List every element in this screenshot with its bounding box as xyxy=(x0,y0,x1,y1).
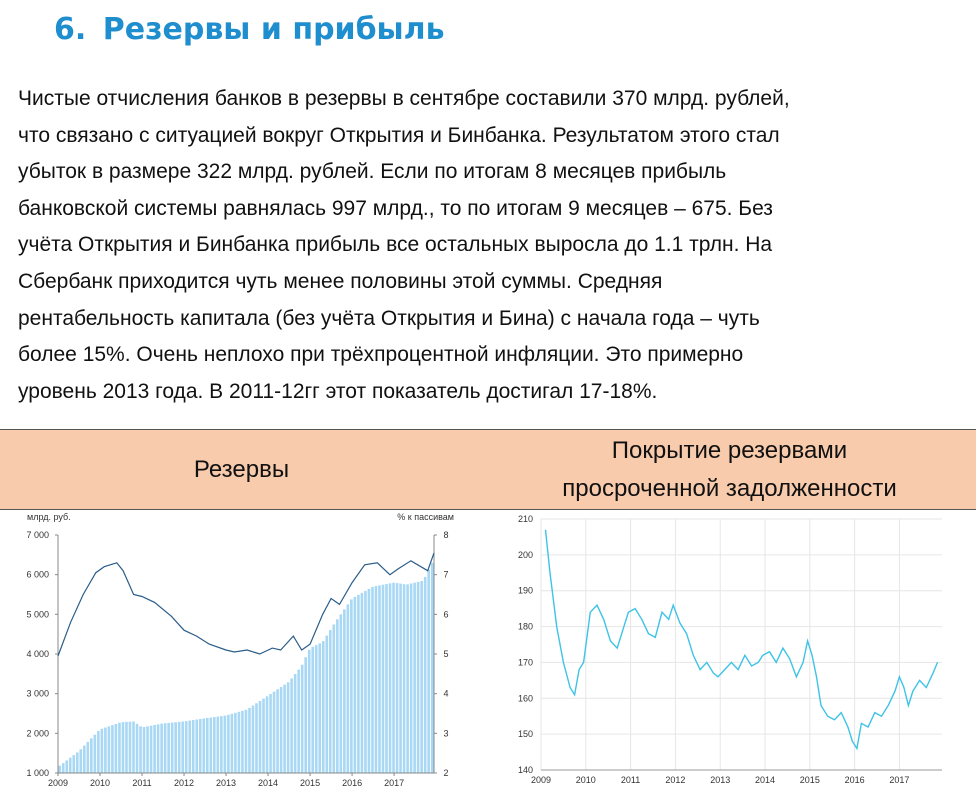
reserve-bar xyxy=(164,723,167,773)
reserve-bar xyxy=(94,735,97,773)
reserve-bar xyxy=(403,584,406,773)
y-tick-label: 190 xyxy=(517,585,533,596)
reserve-bar xyxy=(318,643,321,773)
section-number: 6. xyxy=(54,12,87,47)
reserve-bar xyxy=(375,586,378,773)
reserve-bar xyxy=(241,711,244,773)
reserve-bar xyxy=(396,583,399,773)
reserve-bar xyxy=(62,763,65,773)
y-tick-label: 200 xyxy=(517,549,533,560)
reserve-bar xyxy=(424,577,427,773)
x-tick-label: 2010 xyxy=(575,775,596,785)
reserve-bar xyxy=(206,718,209,773)
reserve-bar xyxy=(417,582,420,773)
reserve-bar xyxy=(104,728,107,773)
y-tick-label: 140 xyxy=(517,765,533,775)
reserve-bar xyxy=(234,713,237,773)
paragraph-line: Чистые отчисления банков в резервы в сентябре составили 370 млрд. рублей, xyxy=(18,87,790,110)
body-paragraph xyxy=(18,81,963,410)
reserve-bar xyxy=(389,583,392,773)
x-tick-label: 2016 xyxy=(844,775,865,785)
reserve-bar xyxy=(157,724,160,773)
reserve-bar xyxy=(259,701,262,773)
y-tick-label: 1 000 xyxy=(26,768,49,778)
x-tick-label: 2012 xyxy=(174,778,195,788)
reserve-bar xyxy=(420,581,423,773)
reserve-bar xyxy=(101,729,104,773)
reserve-bar xyxy=(406,584,409,773)
reserve-bar xyxy=(58,766,61,773)
reserve-bar xyxy=(69,758,72,773)
reserve-bar xyxy=(213,717,216,773)
reserve-bar xyxy=(311,647,314,773)
reserve-bar xyxy=(199,719,202,773)
reserve-bar xyxy=(273,692,276,773)
section-heading xyxy=(54,12,445,47)
reserve-bar xyxy=(322,641,325,773)
reserve-bar xyxy=(171,723,174,773)
reserve-bar xyxy=(308,650,311,773)
reserve-bar xyxy=(347,604,350,773)
y-tick-label: 210 xyxy=(517,514,533,524)
reserve-bar xyxy=(361,593,364,773)
header-cell-reserves xyxy=(0,430,483,509)
reserve-bar xyxy=(364,591,367,773)
reserve-bar xyxy=(118,723,121,773)
reserve-bar xyxy=(354,597,357,773)
reserve-bar xyxy=(368,589,371,773)
header-coverage-line1: Покрытие резервами xyxy=(611,436,848,464)
reserve-bar xyxy=(224,716,227,773)
reserve-bar xyxy=(297,670,300,773)
reserve-bar xyxy=(83,746,86,773)
reserve-bar xyxy=(269,694,272,773)
reserve-bar xyxy=(72,755,75,773)
paragraph-line: рентабельность капитала (без учёта Открытия и Бина) с начала года – чуть xyxy=(18,306,760,330)
section-title: Резервы и прибыль xyxy=(102,12,445,47)
header-cell-coverage xyxy=(483,430,976,509)
y-tick-label: 3 000 xyxy=(26,688,49,699)
x-tick-label: 2014 xyxy=(258,778,279,788)
reserve-bar xyxy=(332,625,335,773)
reserve-bar xyxy=(129,722,132,773)
table-header-row xyxy=(0,429,976,510)
reserve-bar xyxy=(192,720,195,773)
reserve-bar xyxy=(143,727,146,773)
reserve-bar xyxy=(115,724,118,773)
reserve-bar xyxy=(431,563,434,773)
reserve-bar xyxy=(76,752,79,773)
reserve-bar xyxy=(410,584,413,773)
y-tick-label: 5 000 xyxy=(26,609,49,620)
reserve-bar xyxy=(287,682,290,773)
reserve-bar xyxy=(181,722,184,773)
x-tick-label: 2011 xyxy=(132,778,152,788)
x-tick-label: 2013 xyxy=(216,778,237,788)
y2-tick-label: 5 xyxy=(443,649,449,659)
reserve-bar xyxy=(178,722,181,773)
reserve-bar xyxy=(245,710,248,773)
reserve-bar xyxy=(290,678,293,773)
reserve-bar xyxy=(87,742,90,773)
left-axis-unit-label: млрд. руб. xyxy=(27,512,71,522)
x-tick-label: 2016 xyxy=(342,778,363,788)
reserve-bar xyxy=(255,703,258,773)
reserve-bar xyxy=(283,685,286,773)
reserve-bar xyxy=(146,726,149,773)
reserve-bar xyxy=(392,583,395,773)
reserve-bar xyxy=(108,726,111,773)
reserve-bar xyxy=(304,657,307,773)
x-tick-label: 2010 xyxy=(89,778,111,788)
right-axis-unit-label: % к пассивам xyxy=(397,512,454,522)
paragraph-line: Сбербанк приходится чуть менее половины этой суммы. Средняя xyxy=(18,269,663,293)
reserve-bar xyxy=(340,614,343,773)
reserve-bar xyxy=(238,712,241,773)
reserve-bar xyxy=(336,619,339,773)
reserve-bar xyxy=(280,687,283,773)
coverage-line xyxy=(546,530,938,749)
reserve-bar xyxy=(294,674,297,773)
reserve-bar xyxy=(111,725,114,773)
y-tick-label: 2 000 xyxy=(26,728,49,739)
x-tick-label: 2009 xyxy=(530,775,552,785)
paragraph-line: учёта Открытия и Бинбанка прибыль все остальных выросла до 1.1 трлн. На xyxy=(18,233,773,257)
reserve-bar xyxy=(217,717,220,773)
reserve-bar xyxy=(343,609,346,773)
reserve-bar xyxy=(329,630,332,773)
reserve-bar xyxy=(266,696,269,773)
reserve-bar xyxy=(122,722,125,773)
reserve-bar xyxy=(231,714,234,773)
reserve-bar xyxy=(357,595,360,773)
y-tick-label: 160 xyxy=(517,693,533,704)
reserve-bar xyxy=(139,726,142,773)
y2-tick-label: 8 xyxy=(443,530,449,540)
reserve-bar xyxy=(248,708,251,773)
reserve-bar xyxy=(276,689,279,773)
header-reserves-label: Резервы xyxy=(193,455,290,483)
reserve-bar xyxy=(174,722,177,773)
reserve-bar xyxy=(262,699,265,773)
reserve-bar xyxy=(153,725,156,773)
reserve-bar xyxy=(185,721,188,773)
paragraph-line: что связано с ситуацией вокруг Открытия и Бинбанка. Результатом этого стал xyxy=(18,123,780,147)
reserve-bar xyxy=(385,584,388,773)
reserve-bar xyxy=(132,721,135,773)
y2-tick-label: 6 xyxy=(443,609,449,620)
reserve-bar xyxy=(150,726,153,773)
reserve-bar xyxy=(90,738,93,773)
y2-tick-label: 3 xyxy=(443,728,449,739)
coverage-chart xyxy=(483,508,976,796)
x-tick-label: 2017 xyxy=(384,778,405,788)
reserve-bar xyxy=(195,720,198,773)
x-tick-label: 2014 xyxy=(755,775,776,785)
reserve-bar xyxy=(382,585,385,773)
y-tick-label: 7 000 xyxy=(26,530,49,540)
reserve-bar xyxy=(160,724,163,773)
paragraph-line: уровень 2013 года. В 2011-12гг этот показатель достигал 17-18%. xyxy=(18,379,658,403)
reserve-bar xyxy=(399,584,402,773)
reserve-bar xyxy=(427,570,430,773)
paragraph-line: убыток в размере 322 млрд. рублей. Если по итогам 8 месяцев прибыль xyxy=(18,160,727,184)
reserve-bar xyxy=(167,723,170,773)
reserve-bar xyxy=(79,749,82,773)
x-tick-label: 2012 xyxy=(665,775,686,785)
y-tick-label: 6 000 xyxy=(26,569,49,580)
reserve-bar xyxy=(371,587,374,773)
header-coverage-line2: просроченной задолженности xyxy=(562,474,897,502)
y2-tick-label: 7 xyxy=(443,569,449,580)
reserve-bar xyxy=(125,722,128,773)
reserve-bar xyxy=(413,583,416,773)
reserve-bar xyxy=(188,721,191,773)
reserve-bar xyxy=(220,716,223,773)
reserve-bar xyxy=(252,706,255,773)
reserve-bar xyxy=(315,645,318,773)
reserve-bar xyxy=(350,599,353,773)
x-tick-label: 2013 xyxy=(710,775,731,785)
reserve-bar xyxy=(378,585,381,773)
percent-liabilities-line xyxy=(58,553,434,656)
y-tick-label: 180 xyxy=(517,621,533,632)
reserve-bar xyxy=(301,665,304,773)
x-tick-label: 2017 xyxy=(889,775,910,785)
x-tick-label: 2015 xyxy=(300,778,321,788)
y2-tick-label: 2 xyxy=(443,768,449,778)
reserve-bar xyxy=(65,760,68,773)
reserve-bar xyxy=(325,636,328,773)
paragraph-line: более 15%. Очень неплохо при трёхпроцентной инфляции. Это примерно xyxy=(18,343,744,367)
paragraph-line: банковской системы равнялась 997 млрд., то по итогам 9 месяцев – 675. Без xyxy=(18,196,773,220)
reserve-bar xyxy=(136,724,139,773)
x-tick-label: 2015 xyxy=(799,775,820,785)
reserve-bar xyxy=(97,731,100,773)
reserve-bar xyxy=(202,718,205,773)
x-tick-label: 2011 xyxy=(620,775,641,785)
y2-tick-label: 4 xyxy=(443,688,449,699)
reserve-bar xyxy=(227,715,230,773)
reserve-bar xyxy=(210,717,213,773)
y-tick-label: 4 000 xyxy=(26,649,49,659)
y-tick-label: 150 xyxy=(517,729,533,740)
reserves-chart xyxy=(0,508,483,796)
y-tick-label: 170 xyxy=(517,657,533,668)
x-tick-label: 2009 xyxy=(47,778,69,788)
